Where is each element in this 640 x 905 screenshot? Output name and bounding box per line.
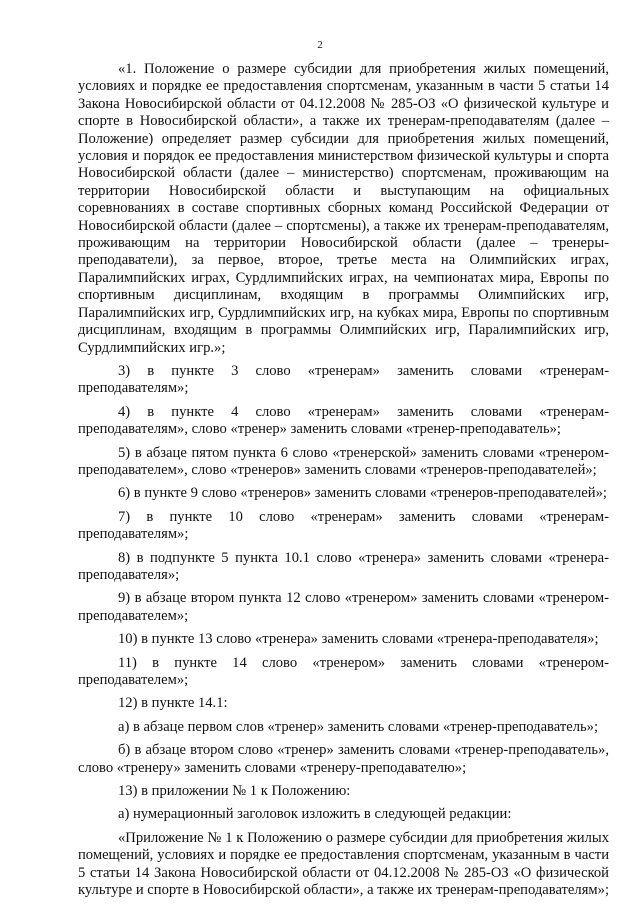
paragraph-appendix-heading: «Приложение № 1 к Положению о размере субсидии для приобретения жилых помещений, условиях и порядке ее предоставления спортсменам, указанным в части 5 статьи 14 Закона Новосибирской области от 04.12.2008 № 285-ОЗ «О физической культуре и спорте в Новосибирской области», а также их тренерам-преподавателям»; [78,829,609,899]
paragraph-item-13: 13) в приложении № 1 к Положению: [118,783,351,800]
paragraph-item-9: 9) в абзаце втором пункта 12 слово «тренером» заменить словами «тренером-преподавателем»; [78,590,609,624]
paragraph-item-12b: б) в абзаце втором слово «тренер» заменить словами «тренер-преподаватель», слово «тренеру» заменить словами «тренеру-преподавателю»; [78,742,609,776]
page-number: 2 [317,39,323,51]
paragraph-item-5: 5) в абзаце пятом пункта 6 слово «тренерской» заменить словами «тренером-преподавателем», слово «тренеров» заменить словами «тренеров-преподавателей»; [78,444,609,478]
paragraph-item-10: 10) в пункте 13 слово «тренера» заменить словами «тренера-преподавателя»; [118,631,599,648]
paragraph-item-13a: а) нумерационный заголовок изложить в следующей редакции: [118,806,512,823]
paragraph-item-11: 11) в пункте 14 слово «тренером» заменить словами «тренером-преподавателем»; [78,654,609,688]
paragraph-item-3: 3) в пункте 3 слово «тренерам» заменить словами «тренерам-преподавателям»; [78,362,609,397]
paragraph-item-12: 12) в пункте 14.1: [118,695,228,712]
paragraph-item-7: 7) в пункте 10 слово «тренерам» заменить словами «тренерам-преподавателям»; [78,508,609,543]
paragraph-1: «1. Положение о размере субсидии для приобретения жилых помещений, условиях и порядке ее предоставления спортсменам, указанным в части 5 статьи 14 Закона Новосибирской области от 04.12.2008 № 285-ОЗ «О физической культуре и спорте в Новосибирской области», а также их тренерам-преподавателям (далее – Положение) определяет размер субсидии для приобретения жилых помещений, условия и порядок ее предоставления министерством физической культуры и спорта Новосибирской области (далее – министерство) спортсменам, проживающим на территории Новосибирской области и выступающим на официальных соревнованиях в составе спортивных сборных команд Российской Федерации от Новосибирской области (далее – спортсмены), а также их тренерам-преподавателям, проживающим на территории Новосибирской области (далее – тренеры-преподаватели), за первое, второе, третье места на Олимпийских играх, Паралимпийских играх, Сурдлимпийских играх, на чемпионатах мира, Европы по спортивным дисциплинам, входящим в программы Олимпийских игр, Паралимпийских игр, Сурдлимпийских игр, на кубках мира, Европы по спортивным дисциплинам, входящим в программы Олимпийских игр, Паралимпийских игр, Сурдлимпийских игр.»; [78,61,609,356]
paragraph-item-4: 4) в пункте 4 слово «тренерам» заменить словами «тренерам-преподавателям», слово «тренер» заменить словами «тренер-преподаватель»; [78,403,609,438]
paragraph-item-8: 8) в подпункте 5 пункта 10.1 слово «тренера» заменить словами «тренера-преподавателя»; [78,549,609,583]
paragraph-item-6: 6) в пункте 9 слово «тренеров» заменить словами «тренеров-преподавателей»; [118,485,607,502]
document-body [78,61,609,899]
paragraph-item-12a: а) в абзаце первом слов «тренер» заменить словами «тренер-преподаватель»; [118,718,599,735]
